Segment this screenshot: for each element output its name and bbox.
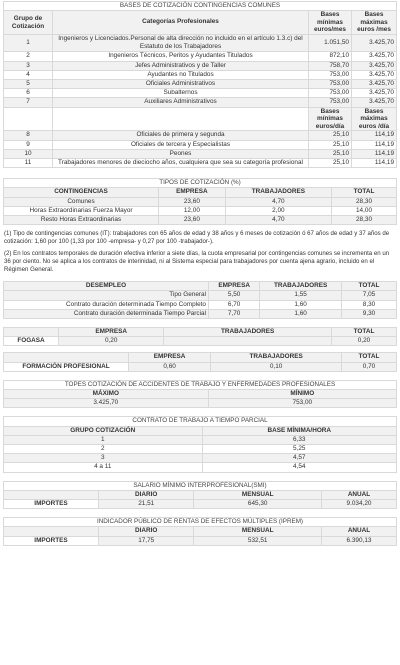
bases-row-cell: Oficiales Administrativos <box>53 80 309 89</box>
tipos-row <box>4 216 397 225</box>
bases-row-daily-cell: 11 <box>4 159 53 168</box>
smi-mensual: 645,30 <box>194 500 322 509</box>
bases-header-group: Grupo de Cotización <box>4 11 53 35</box>
smi-table <box>3 481 397 510</box>
bases-row <box>4 61 397 70</box>
tipos-row-cell: Comunes <box>4 197 159 206</box>
parcial-header-base: BASE MÍNIMA/HORA <box>202 426 397 435</box>
bases-row-daily <box>4 159 397 168</box>
bases-table <box>3 1 397 168</box>
desempleo-row-cell: 7,05 <box>342 291 397 300</box>
iprem-label: IMPORTES <box>4 536 99 545</box>
fogasa-label: FOGASA <box>4 337 59 346</box>
desempleo-header-empresa: EMPRESA <box>209 282 260 291</box>
bases-row-daily-cell: 25,10 <box>309 131 352 140</box>
desempleo-header-trabajadores: TRABAJADORES <box>260 282 342 291</box>
fogasa-header-trabajadores: TRABAJADORES <box>164 328 332 337</box>
fogasa-empresa: 0,20 <box>59 337 164 346</box>
smi-header-blank <box>4 490 99 499</box>
smi-header-diario: DIARIO <box>99 490 194 499</box>
desempleo-row-cell: 1,60 <box>260 300 342 309</box>
tipos-row-cell: 23,60 <box>159 216 226 225</box>
parcial-row-cell: 1 <box>4 435 203 444</box>
bases-row-daily-cell: 25,10 <box>309 149 352 158</box>
parcial-row-cell: 2 <box>4 445 203 454</box>
iprem-header-mensual: MENSUAL <box>194 527 322 536</box>
fogasa-table <box>3 327 397 346</box>
bases-row-cell: 3.425,70 <box>352 70 397 79</box>
bases-row-daily-cell: 114,19 <box>352 131 397 140</box>
bases-row <box>4 98 397 107</box>
parcial-caption: CONTRATO DE TRABAJO A TIEMPO PARCIAL <box>4 417 397 426</box>
parcial-row-cell: 6,33 <box>202 435 397 444</box>
bases-row <box>4 80 397 89</box>
bases-row-daily-cell: 114,19 <box>352 149 397 158</box>
topes-caption: TOPES COTIZACIÓN DE ACCIDENTES DE TRABAJO Y ENFERMEDADES PROFESIONALES <box>4 380 397 389</box>
bases-row-cell: 753,00 <box>309 98 352 107</box>
desempleo-row-cell: 7,70 <box>209 309 260 318</box>
smi-anual: 9.034,20 <box>322 500 397 509</box>
bases-row-cell: 3.425,70 <box>352 52 397 61</box>
parcial-header-group: GRUPO COTIZACIÓN <box>4 426 203 435</box>
fogasa-total: 0,20 <box>332 337 397 346</box>
tipos-table <box>3 178 397 225</box>
fogasa-trabajadores <box>164 337 332 346</box>
bases-row-daily-cell: 25,10 <box>309 140 352 149</box>
iprem-header-anual: ANUAL <box>322 527 397 536</box>
bases-row <box>4 89 397 98</box>
formacion-trabajadores: 0,10 <box>211 362 342 371</box>
note-1: (1) Tipo de contingencias comunes (IT): trabajadores con 65 años de edad y 38 años y 6 meses de cotización ó 67 años de edad y 37 años de cotización: 1,60 por 100 (1,33 por 100 -empresa- y 0,27 por 100 -trabajador-). <box>4 230 390 245</box>
bases-row-cell: 753,00 <box>309 80 352 89</box>
bases-row-cell: Auxiliares Administrativos <box>53 98 309 107</box>
desempleo-header-total: TOTAL <box>342 282 397 291</box>
desempleo-row-cell: 5,50 <box>209 291 260 300</box>
tipos-row-cell: 4,70 <box>225 216 331 225</box>
tipos-row-cell: Resto Horas Extraordinarias <box>4 216 159 225</box>
iprem-mensual: 532,51 <box>194 536 322 545</box>
parcial-row-cell: 5,25 <box>202 445 397 454</box>
topes-header-min: MÍNIMO <box>208 390 396 399</box>
formacion-header-empresa: EMPRESA <box>129 353 211 362</box>
note-2: (2) En los contratos temporales de duración efectiva inferior a siete días, la cuota empresarial por contingencias comunes se incrementa en un 36 por ciento. No se aplica a los contratos de interinidad, ni al Sistema especial para trabajadores por cuenta ajena agrario, incluido en el Régimen General. <box>4 250 390 273</box>
bases-row-daily-cell: Oficiales de tercera y Especialistas <box>53 140 309 149</box>
desempleo-row-cell: 9,30 <box>342 309 397 318</box>
desempleo-row <box>4 309 397 318</box>
bases-row-daily <box>4 131 397 140</box>
bases-row-daily <box>4 149 397 158</box>
parcial-row <box>4 454 397 463</box>
fogasa-header-blank <box>4 328 59 337</box>
parcial-row-cell: 4,57 <box>202 454 397 463</box>
bases-row-daily-cell: Oficiales de primera y segunda <box>53 131 309 140</box>
iprem-header-diario: DIARIO <box>99 527 194 536</box>
bases-row-cell: 753,00 <box>309 89 352 98</box>
bases-row <box>4 52 397 61</box>
parcial-row-cell: 4,54 <box>202 463 397 472</box>
bases-row-cell: 2 <box>4 52 53 61</box>
bases-row-cell: 7 <box>4 98 53 107</box>
bases-header-max-day: Bases máximas euros /día <box>352 107 397 131</box>
parcial-row <box>4 463 397 472</box>
formacion-total: 0,70 <box>342 362 397 371</box>
bases-header-category: Categorías Profesionales <box>53 11 309 35</box>
tipos-row <box>4 206 397 215</box>
formacion-table <box>3 352 397 371</box>
bases-row-daily-cell: 114,19 <box>352 159 397 168</box>
iprem-anual: 6.390,13 <box>322 536 397 545</box>
iprem-diario: 17,75 <box>99 536 194 545</box>
desempleo-header-label: DESEMPLEO <box>4 282 209 291</box>
tipos-header-contingencias: CONTINGENCIAS <box>4 188 159 197</box>
smi-header-mensual: MENSUAL <box>194 490 322 499</box>
topes-table <box>3 380 397 409</box>
bases-row-cell: 1 <box>4 34 53 51</box>
smi-label: IMPORTES <box>4 500 99 509</box>
bases-row-cell: Ingenieros y Licenciados.Personal de alta dirección no incluido en el artículo 1.3.c) del Estatuto de los Trabajadores <box>53 34 309 51</box>
bases-row-cell: 5 <box>4 80 53 89</box>
tipos-header-total: TOTAL <box>332 188 397 197</box>
parcial-table <box>3 416 397 472</box>
desempleo-row-cell: Tipo General <box>4 291 209 300</box>
bases-header-max: Bases máximas euros /mes <box>352 11 397 35</box>
bases-row-cell: 3.425,70 <box>352 80 397 89</box>
iprem-table <box>3 517 397 546</box>
bases-row <box>4 70 397 79</box>
bases-header-min-day: Bases mínimas euros/día <box>309 107 352 131</box>
topes-max-value: 3.425,70 <box>4 399 209 408</box>
bases-row-cell: 3.425,70 <box>352 89 397 98</box>
bases-row <box>4 34 397 51</box>
tipos-row-cell: Horas Extraordinarias Fuerza Mayor <box>4 206 159 215</box>
bases-row-cell: Ayudantes no Titulados <box>53 70 309 79</box>
tipos-row-cell: 12,00 <box>159 206 226 215</box>
topes-header-max: MÁXIMO <box>4 390 209 399</box>
tipos-row-cell: 14,00 <box>332 206 397 215</box>
formacion-header-total: TOTAL <box>342 353 397 362</box>
desempleo-row-cell: 1,55 <box>260 291 342 300</box>
formacion-header-trabajadores: TRABAJADORES <box>211 353 342 362</box>
formacion-label: FORMACIÓN PROFESIONAL <box>4 362 129 371</box>
tipos-row-cell: 2,00 <box>225 206 331 215</box>
fogasa-header-empresa: EMPRESA <box>59 328 164 337</box>
bases-row-cell: 3.425,70 <box>352 61 397 70</box>
bases-row-cell: Subalternos <box>53 89 309 98</box>
bases-row-cell: Ingenieros Técnicos, Peritos y Ayudantes Titulados <box>53 52 309 61</box>
desempleo-row-cell: 8,30 <box>342 300 397 309</box>
bases-row-daily-cell: Trabajadores menores de dieciocho años, cualquiera que sea su categoría profesional <box>53 159 309 168</box>
tipos-row <box>4 197 397 206</box>
iprem-header-blank <box>4 527 99 536</box>
parcial-row <box>4 435 397 444</box>
iprem-caption: INDICADOR PÚBLICO DE RENTAS DE EFECTOS MÚLTIPLES (IPREM) <box>4 518 397 527</box>
formacion-header-blank <box>4 353 129 362</box>
desempleo-row-cell: Contrato duración determinada Tiempo Parcial <box>4 309 209 318</box>
tipos-row-cell: 4,70 <box>225 197 331 206</box>
desempleo-row-cell: Contrato duración determinada Tiempo Completo <box>4 300 209 309</box>
bases-row-daily-cell: 114,19 <box>352 140 397 149</box>
bases-row-cell: 3.425,70 <box>352 98 397 107</box>
bases-caption: BASES DE COTIZACIÓN CONTINGENCIAS COMUNES <box>4 2 397 11</box>
bases-row-cell: 3.425,70 <box>352 34 397 51</box>
tipos-header-trabajadores: TRABAJADORES <box>225 188 331 197</box>
tipos-row-cell: 28,30 <box>332 197 397 206</box>
bases-row-cell: 872,10 <box>309 52 352 61</box>
desempleo-table <box>3 281 397 319</box>
bases-row-daily-cell: 9 <box>4 140 53 149</box>
topes-min-value: 753,00 <box>208 399 396 408</box>
bases-row-cell: 3 <box>4 61 53 70</box>
desempleo-row-cell: 6,70 <box>209 300 260 309</box>
bases-row-cell: 753,00 <box>309 70 352 79</box>
desempleo-row <box>4 300 397 309</box>
desempleo-row <box>4 291 397 300</box>
smi-header-anual: ANUAL <box>322 490 397 499</box>
smi-diario: 21,51 <box>99 500 194 509</box>
formacion-empresa: 0,60 <box>129 362 211 371</box>
tipos-header-empresa: EMPRESA <box>159 188 226 197</box>
parcial-row <box>4 445 397 454</box>
fogasa-header-total: TOTAL <box>332 328 397 337</box>
parcial-row-cell: 3 <box>4 454 203 463</box>
bases-row-daily-cell: Peones <box>53 149 309 158</box>
bases-header-min: Bases mínimas euros/mes <box>309 11 352 35</box>
desempleo-row-cell: 1,60 <box>260 309 342 318</box>
parcial-row-cell: 4 a 11 <box>4 463 203 472</box>
bases-row-daily-cell: 10 <box>4 149 53 158</box>
bases-row-daily-cell: 25,10 <box>309 159 352 168</box>
bases-row-cell: 758,70 <box>309 61 352 70</box>
bases-row-daily <box>4 140 397 149</box>
tipos-row-cell: 23,60 <box>159 197 226 206</box>
bases-row-cell: 4 <box>4 70 53 79</box>
tipos-row-cell: 28,30 <box>332 216 397 225</box>
bases-row-cell: 6 <box>4 89 53 98</box>
smi-caption: SALARIO MÍNIMO INTERPROFESIONAL(SMI) <box>4 481 397 490</box>
bases-row-cell: 1.051,50 <box>309 34 352 51</box>
bases-row-daily-cell: 8 <box>4 131 53 140</box>
page <box>3 0 397 546</box>
bases-row-cell: Jefes Administrativos y de Taller <box>53 61 309 70</box>
tipos-caption: TIPOS DE COTIZACIÓN (%) <box>4 179 397 188</box>
